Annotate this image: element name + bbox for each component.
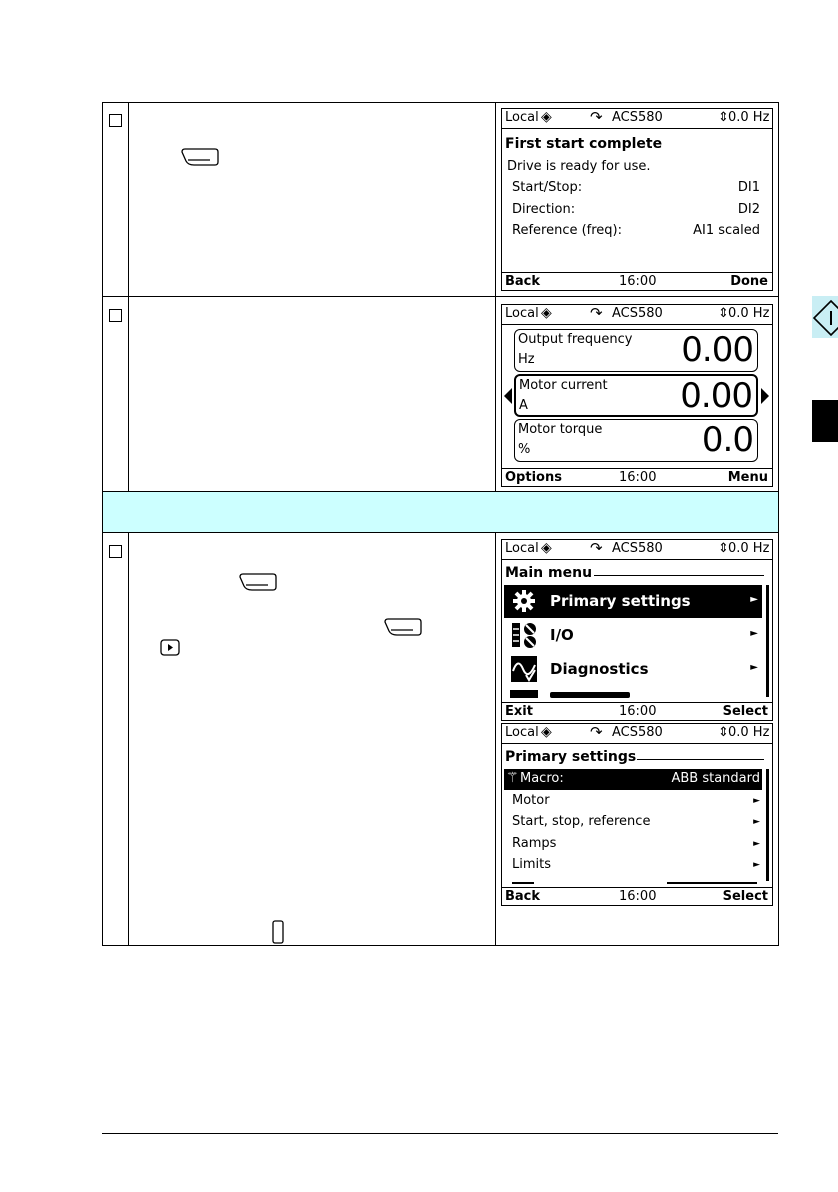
menu-item-label: Diagnostics xyxy=(550,660,649,678)
exit-softkey[interactable]: Exit xyxy=(505,704,533,719)
screen-column-divider xyxy=(495,532,496,946)
menu-item-primary-settings[interactable] xyxy=(504,585,762,618)
gear-icon xyxy=(510,587,538,615)
updown-arrows-icon: ⇕ xyxy=(718,110,729,125)
clock: 16:00 xyxy=(619,470,657,485)
title-rule xyxy=(594,575,764,576)
menu-item-motor[interactable] xyxy=(504,791,762,812)
panel-screen-home xyxy=(501,304,773,487)
rotation-arrow-icon: ↷ xyxy=(590,539,603,557)
menu-item-limits[interactable] xyxy=(504,855,762,876)
select-softkey[interactable]: Select xyxy=(722,889,768,904)
macro-label: Macro: xyxy=(520,771,564,786)
section-band xyxy=(103,492,778,532)
submenu-arrow-icon: ► xyxy=(753,817,760,827)
softkey-right-icon xyxy=(383,618,423,636)
menu-item-start-stop-reference[interactable] xyxy=(504,812,762,833)
menu-item-label: I/O xyxy=(550,626,574,644)
menu-title: Primary settings xyxy=(505,749,637,765)
local-diamond-icon: ◈ xyxy=(541,109,552,125)
next-item-partial xyxy=(667,882,757,884)
value-label: Motor torque xyxy=(518,422,603,437)
reference-value: 0.0 Hz xyxy=(728,306,770,321)
status-bar xyxy=(502,305,772,325)
softkey-bar xyxy=(502,468,772,486)
checkbox-column-divider xyxy=(128,296,129,492)
step-checkbox[interactable] xyxy=(109,545,122,558)
screen-title: First start complete xyxy=(505,136,663,152)
value-box-motor-current xyxy=(514,374,758,417)
rocker-key-icon xyxy=(272,920,284,944)
menu-item-diagnostics[interactable] xyxy=(504,653,762,686)
drive-name: ACS580 xyxy=(612,110,663,125)
clock: 16:00 xyxy=(619,704,657,719)
submenu-arrow-icon: ► xyxy=(753,860,760,870)
value-box-motor-torque xyxy=(514,419,758,462)
local-diamond-icon: ◈ xyxy=(541,724,552,740)
menu-softkey[interactable]: Menu xyxy=(727,470,768,485)
menu-item-label: Limits xyxy=(512,857,551,872)
value-label: Motor current xyxy=(519,378,608,393)
wand-icon: ⚚ xyxy=(506,770,519,786)
menu-item-label: Motor xyxy=(512,793,550,808)
start-diamond-icon xyxy=(812,299,838,337)
screen-column-divider xyxy=(495,296,496,492)
value-box-output-frequency xyxy=(514,329,758,372)
softkey-right-icon xyxy=(180,148,220,166)
clock: 16:00 xyxy=(619,274,657,289)
updown-arrows-icon: ⇕ xyxy=(718,306,729,321)
step-checkbox[interactable] xyxy=(109,309,122,322)
softkey-right-icon xyxy=(238,573,278,591)
arrow-right-key-icon xyxy=(160,639,180,656)
menu-item-label: Start, stop, reference xyxy=(512,814,651,829)
mode-label: Local xyxy=(505,725,539,740)
setting-label: Reference (freq): xyxy=(512,223,623,238)
submenu-arrow-icon: ► xyxy=(750,594,758,605)
softkey-bar xyxy=(502,887,772,905)
submenu-arrow-icon: ► xyxy=(753,796,760,806)
table-row-divider xyxy=(102,296,778,297)
back-softkey[interactable]: Back xyxy=(505,274,541,289)
setting-label: Start/Stop: xyxy=(512,180,583,195)
step-checkbox[interactable] xyxy=(109,114,122,127)
softkey-bar xyxy=(502,702,772,720)
mode-label: Local xyxy=(505,110,539,125)
setting-value: DI2 xyxy=(737,202,760,217)
local-diamond-icon: ◈ xyxy=(541,305,552,321)
panel-screen-main-menu xyxy=(501,539,773,721)
value-label: Output frequency xyxy=(518,332,633,347)
reference-value: 0.0 Hz xyxy=(728,541,770,556)
clock: 16:00 xyxy=(619,889,657,904)
title-rule xyxy=(637,759,764,760)
screen-message: Drive is ready for use. xyxy=(507,159,651,174)
submenu-arrow-icon: ► xyxy=(753,839,760,849)
setting-label: Direction: xyxy=(512,202,576,217)
checkbox-column-divider xyxy=(128,102,129,297)
status-bar xyxy=(502,109,772,129)
scrollbar[interactable] xyxy=(766,769,769,881)
options-softkey[interactable]: Options xyxy=(505,470,562,485)
rotation-arrow-icon: ↷ xyxy=(590,304,603,322)
next-item-partial xyxy=(550,692,630,698)
reference-value: 0.0 Hz xyxy=(728,110,770,125)
table-top-border xyxy=(102,102,778,103)
back-softkey[interactable]: Back xyxy=(505,889,541,904)
right-arrow-icon xyxy=(761,388,769,404)
setting-value: DI1 xyxy=(737,180,760,195)
value-unit: % xyxy=(518,442,531,457)
mode-label: Local xyxy=(505,306,539,321)
status-bar xyxy=(502,540,772,560)
next-item-partial xyxy=(510,690,538,698)
panel-screen-primary-settings xyxy=(501,723,773,906)
menu-item-macro[interactable] xyxy=(504,769,762,790)
io-icon xyxy=(510,621,538,649)
panel-screen-first-start xyxy=(501,108,773,291)
rotation-arrow-icon: ↷ xyxy=(590,108,603,126)
reference-value: 0.0 Hz xyxy=(728,725,770,740)
drive-name: ACS580 xyxy=(612,725,663,740)
diagnostics-icon xyxy=(510,655,538,683)
updown-arrows-icon: ⇕ xyxy=(718,725,729,740)
submenu-arrow-icon: ► xyxy=(750,628,758,639)
scrollbar[interactable] xyxy=(766,585,769,697)
drive-name: ACS580 xyxy=(612,541,663,556)
menu-item-label: Primary settings xyxy=(550,592,691,610)
local-diamond-icon: ◈ xyxy=(541,540,552,556)
table-right-border xyxy=(778,102,779,946)
menu-item-io[interactable] xyxy=(504,619,762,652)
table-left-border xyxy=(102,102,103,946)
softkey-bar xyxy=(502,272,772,290)
status-bar xyxy=(502,724,772,744)
table-row-divider xyxy=(102,532,778,533)
value-number: 0.00 xyxy=(680,376,752,416)
drive-name: ACS580 xyxy=(612,306,663,321)
value-number: 0.0 xyxy=(701,420,753,460)
table-bottom-border xyxy=(102,945,778,946)
submenu-arrow-icon: ► xyxy=(750,662,758,673)
setting-value: AI1 scaled xyxy=(693,223,760,238)
menu-title: Main menu xyxy=(505,565,593,581)
screen-column-divider xyxy=(495,102,496,297)
value-unit: A xyxy=(519,398,528,413)
left-arrow-icon xyxy=(504,388,512,404)
menu-item-label: Ramps xyxy=(512,836,557,851)
updown-arrows-icon: ⇕ xyxy=(718,541,729,556)
rotation-arrow-icon: ↷ xyxy=(590,723,603,741)
checkbox-column-divider xyxy=(128,532,129,946)
macro-value: ABB standard xyxy=(671,771,760,786)
select-softkey[interactable]: Select xyxy=(722,704,768,719)
page-footer-rule xyxy=(102,1133,778,1134)
mode-label: Local xyxy=(505,541,539,556)
done-softkey[interactable]: Done xyxy=(730,274,768,289)
value-unit: Hz xyxy=(518,352,535,367)
next-item-partial xyxy=(512,882,534,884)
menu-item-ramps[interactable] xyxy=(504,834,762,855)
chapter-black-tab xyxy=(812,400,838,442)
value-number: 0.00 xyxy=(681,330,753,370)
